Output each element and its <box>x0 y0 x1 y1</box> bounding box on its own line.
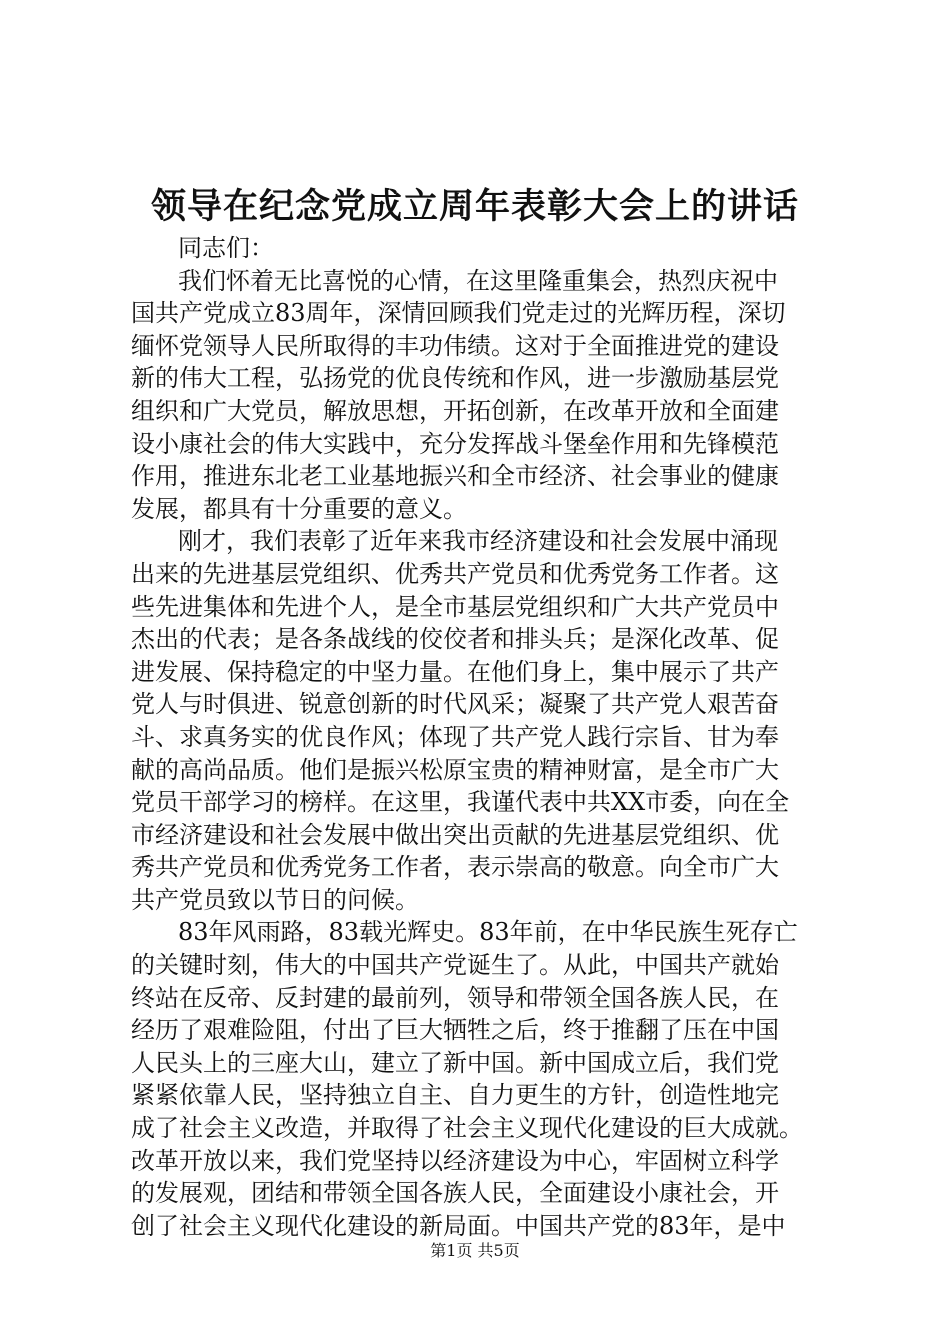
paragraph-line: 经历了艰难险阻，付出了巨大牺牲之后，终于推翻了压在中国 <box>131 1016 779 1045</box>
paragraph-line: 进发展、保持稳定的中坚力量。在他们身上，集中展示了共产 <box>131 657 779 686</box>
paragraph-line: 市经济建设和社会发展中做出突出贡献的先进基层党组织、优 <box>131 820 779 849</box>
greeting: 同志们： <box>178 234 274 262</box>
paragraph-line: 紧紧依靠人民，坚持独立自主、自力更生的方针，创造性地完 <box>131 1081 779 1110</box>
paragraph-line: 新的伟大工程，弘扬党的优良传统和作风，进一步激励基层党 <box>131 364 779 393</box>
paragraph-line: 83年风雨路，83载光辉史。83年前，在中华民族生死存亡 <box>178 918 798 947</box>
paragraph-line: 人民头上的三座大山，建立了新中国。新中国成立后，我们党 <box>131 1048 779 1077</box>
paragraph-line: 成了社会主义改造，并取得了社会主义现代化建设的巨大成就。 <box>131 1114 803 1143</box>
paragraph-line: 刚才，我们表彰了近年来我市经济建设和社会发展中涌现 <box>178 527 778 556</box>
paragraph-line: 发展，都具有十分重要的意义。 <box>131 494 467 523</box>
paragraph-2 <box>131 525 831 916</box>
paragraph-line: 党员干部学习的榜样。在这里，我谨代表中共XX市委，向在全 <box>131 788 790 817</box>
paragraph-line: 改革开放以来，我们党坚持以经济建设为中心，牢固树立科学 <box>131 1146 779 1175</box>
paragraph-line: 终站在反帝、反封建的最前列，领导和带领全国各族人民，在 <box>131 983 779 1012</box>
paragraph-line: 出来的先进基层党组织、优秀共产党员和优秀党务工作者。这 <box>131 559 779 588</box>
paragraph-line: 的发展观，团结和带领全国各族人民，全面建设小康社会，开 <box>131 1179 779 1208</box>
paragraph-line: 我们怀着无比喜悦的心情，在这里隆重集会，热烈庆祝中 <box>178 266 778 295</box>
paragraph-1 <box>131 265 831 526</box>
paragraph-line: 秀共产党员和优秀党务工作者，表示崇高的敬意。向全市广大 <box>131 853 779 882</box>
paragraph-line: 些先进集体和先进个人，是全市基层党组织和广大共产党员中 <box>131 592 779 621</box>
paragraph-line: 共产党员致以节日的问候。 <box>131 885 419 914</box>
paragraph-line: 献的高尚品质。他们是振兴松原宝贵的精神财富，是全市广大 <box>131 755 779 784</box>
paragraph-line: 创了社会主义现代化建设的新局面。中国共产党的83年，是中 <box>131 1211 786 1240</box>
paragraph-line: 缅怀党领导人民所取得的丰功伟绩。这对于全面推进党的建设 <box>131 331 779 360</box>
paragraph-line: 杰出的代表；是各条战线的佼佼者和排头兵；是深化改革、促 <box>131 625 779 654</box>
paragraph-line: 设小康社会的伟大实践中，充分发挥战斗堡垒作用和先锋模范 <box>131 429 779 458</box>
document-body <box>131 232 831 1242</box>
paragraph-3 <box>131 916 831 1242</box>
paragraph-line: 国共产党成立83周年，深情回顾我们党走过的光辉历程，深切 <box>131 299 786 328</box>
paragraph-line: 组织和广大党员，解放思想，开拓创新，在改革开放和全面建 <box>131 396 779 425</box>
document-title: 领导在纪念党成立周年表彰大会上的讲话 <box>150 186 799 227</box>
page-number-footer: 第1页 共5页 <box>430 1241 520 1260</box>
paragraph-line: 斗、求真务实的优良作风；体现了共产党人践行宗旨、甘为奉 <box>131 722 779 751</box>
paragraph-line: 作用，推进东北老工业基地振兴和全市经济、社会事业的健康 <box>131 462 779 491</box>
paragraph-line: 党人与时俱进、锐意创新的时代风采；凝聚了共产党人艰苦奋 <box>131 690 779 719</box>
paragraph-line: 的关键时刻，伟大的中国共产党诞生了。从此，中国共产就始 <box>131 951 779 980</box>
